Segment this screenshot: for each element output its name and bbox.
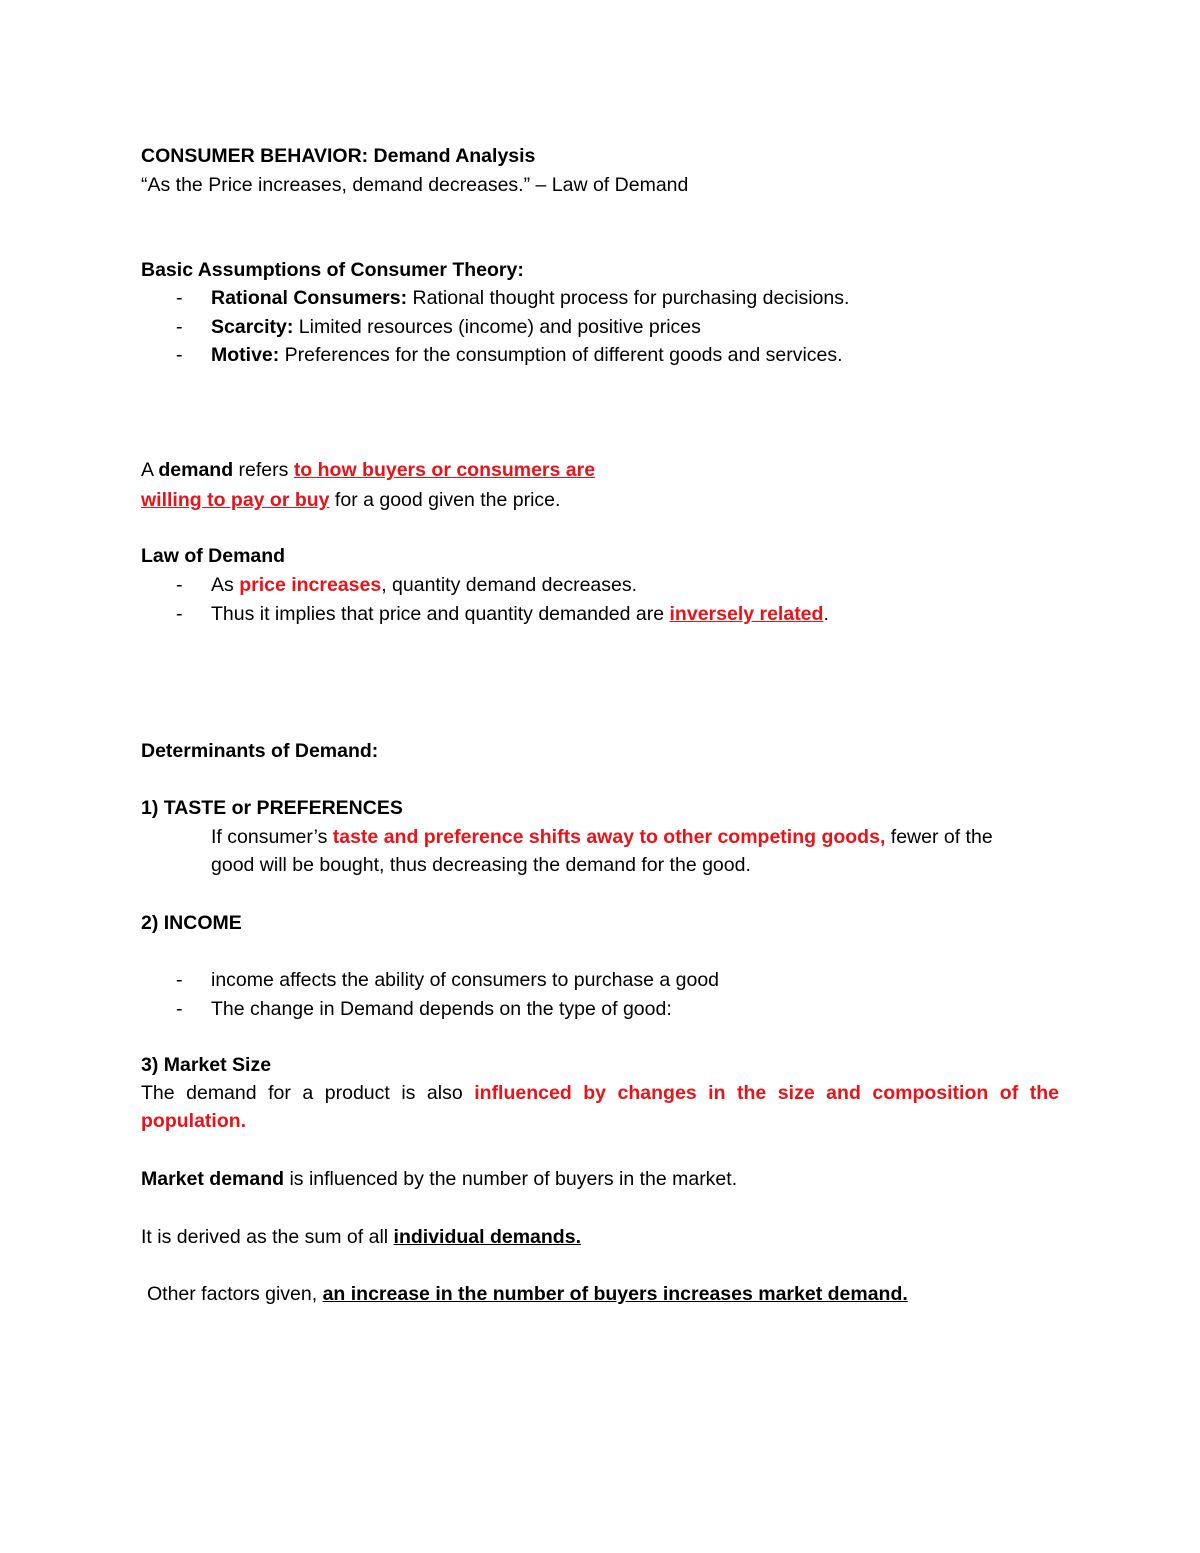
- market-size-text-line-1: [141, 1080, 1059, 1106]
- assumption-term: Scarcity:: [211, 316, 294, 338]
- underlined-text: individual demands.: [393, 1226, 581, 1248]
- highlight-red: taste and preference shifts away to other competing goods,: [332, 826, 886, 848]
- text-run: Thus it implies that price and quantity demanded are: [211, 603, 670, 625]
- market-demand-paragraph: [141, 1166, 737, 1192]
- income-heading: 2) INCOME: [141, 912, 242, 934]
- text-run: The demand for a product is also: [141, 1082, 475, 1104]
- income-item: income affects the ability of consumers to purchase a good: [211, 969, 720, 991]
- law-item: [211, 601, 829, 627]
- assumptions-heading: Basic Assumptions of Consumer Theory:: [141, 259, 524, 281]
- text-run: for a good given the price.: [329, 489, 561, 511]
- bullet-dash: -: [176, 316, 183, 338]
- bullet-dash: -: [176, 574, 183, 596]
- text-run: , quantity demand decreases.: [381, 574, 638, 596]
- bullet-dash: -: [176, 344, 183, 366]
- law-heading: Law of Demand: [141, 545, 286, 567]
- text-run: As: [211, 574, 240, 596]
- market-size-heading: 3) Market Size: [141, 1054, 272, 1076]
- highlight-red: to how buyers or consumers are: [293, 459, 596, 481]
- text-run: If consumer’s: [211, 826, 333, 848]
- income-item: The change in Demand depends on the type of good:: [211, 998, 672, 1020]
- document-title: CONSUMER BEHAVIOR: Demand Analysis: [141, 145, 536, 167]
- bullet-dash: -: [176, 998, 183, 1020]
- highlight-red: influenced by changes in the size and composition of the: [474, 1082, 1059, 1104]
- demand-definition-line-1: [141, 457, 595, 483]
- underlined-text: an increase in the number of buyers increases market demand.: [322, 1283, 908, 1305]
- law-of-demand-quote: “As the Price increases, demand decreases.” – Law of Demand: [141, 174, 689, 196]
- assumption-term: Motive:: [211, 344, 280, 366]
- assumption-text: Rational thought process for purchasing decisions.: [407, 287, 850, 309]
- law-item: [211, 572, 637, 598]
- market-demand-term: Market demand: [141, 1168, 285, 1190]
- taste-text-line-2: good will be bought, thus decreasing the demand for the good.: [211, 854, 751, 876]
- text-run: fewer of the: [885, 826, 993, 848]
- text-run: .: [823, 603, 829, 625]
- assumption-term: Rational Consumers:: [211, 287, 408, 309]
- bullet-dash: -: [176, 287, 183, 309]
- market-size-text-line-2: population.: [141, 1110, 247, 1132]
- text-run: It is derived as the sum of all: [141, 1226, 394, 1248]
- text-run: refers: [233, 459, 289, 481]
- highlight-red: price increases: [239, 574, 382, 596]
- highlight-red: willing to pay or buy: [141, 489, 330, 511]
- derived-paragraph: [141, 1224, 581, 1250]
- bullet-dash: -: [176, 969, 183, 991]
- text-run: is influenced by the number of buyers in the market.: [284, 1168, 738, 1190]
- bullet-dash: -: [176, 603, 183, 625]
- assumption-text: Preferences for the consumption of different goods and services.: [279, 344, 843, 366]
- highlight-red: inversely related: [669, 603, 824, 625]
- text-run: A: [141, 459, 159, 481]
- demand-definition-line-2: [141, 487, 560, 513]
- other-factors-paragraph: [147, 1281, 908, 1307]
- demand-term: demand: [158, 459, 234, 481]
- assumption-text: Limited resources (income) and positive prices: [293, 316, 701, 338]
- taste-heading: 1) TASTE or PREFERENCES: [141, 797, 403, 819]
- determinants-heading: Determinants of Demand:: [141, 740, 379, 762]
- text-run: Other factors given,: [147, 1283, 323, 1305]
- taste-text-line-1: [211, 824, 993, 850]
